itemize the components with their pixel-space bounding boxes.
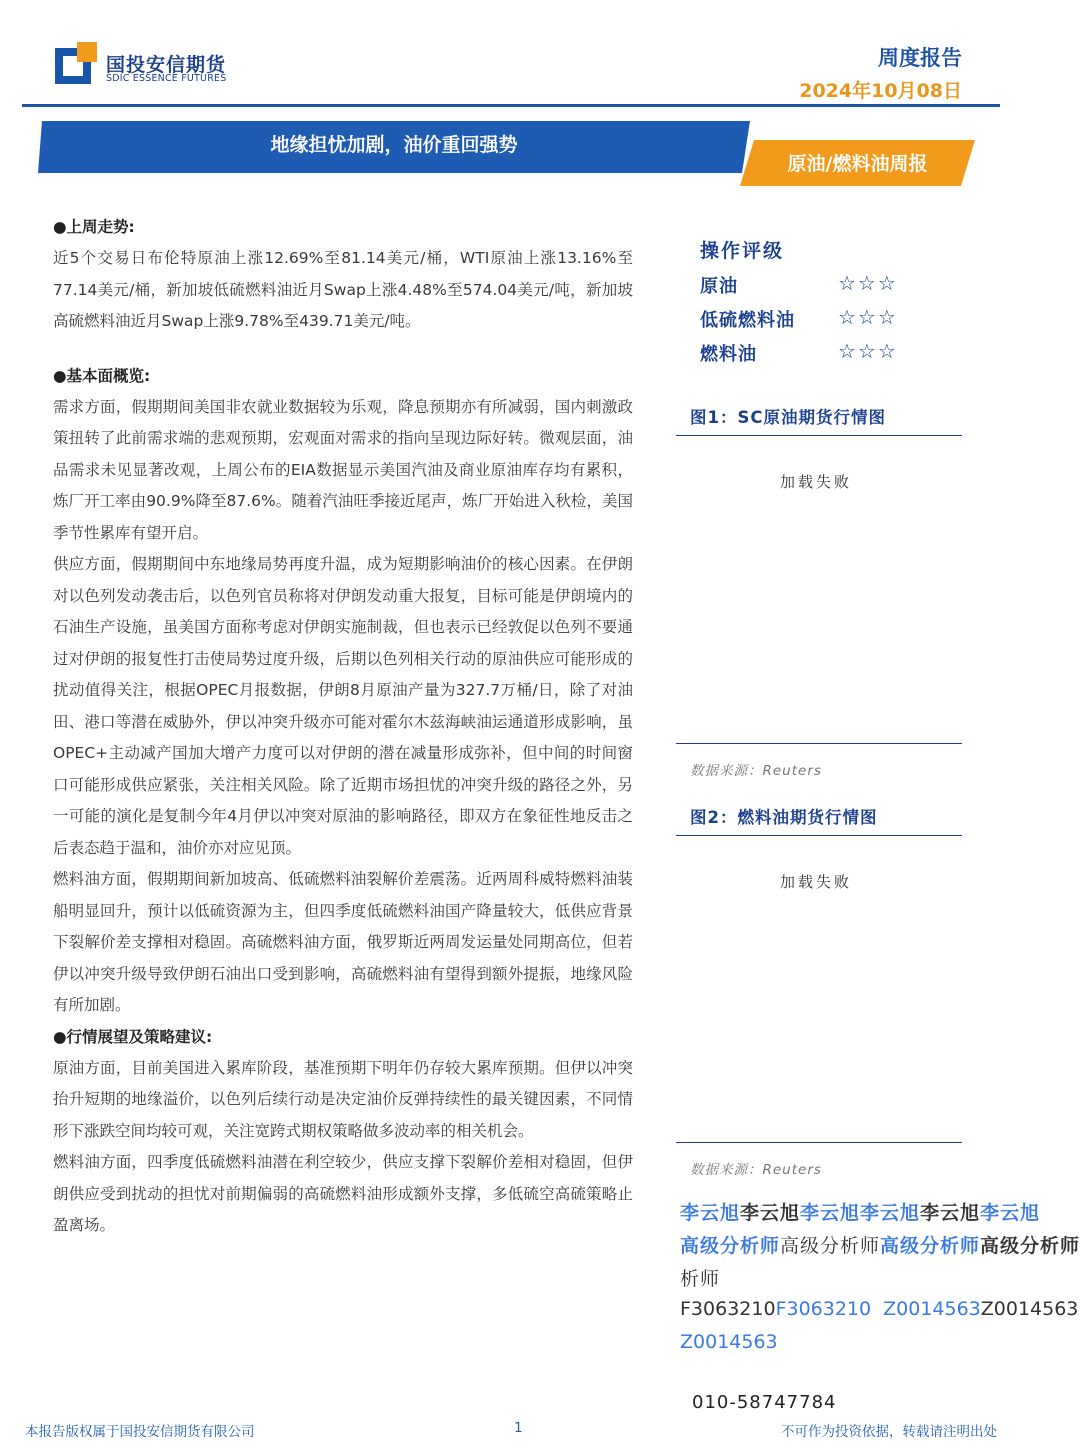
company-logo-icon [55,42,97,84]
paragraph: 原油方面，目前美国进入累库阶段，基准预期下明年仍存较大累库预期。但伊以冲突抬升短期的地缘溢价，以色列后续行动是决定油价反弹持续性的最关键因素，不同情形下涨跌空间均较可观，关注宽跨式期权策略做多波动率的相关机会。 [53,1058,633,1140]
paragraph: 需求方面，假期期间美国非农就业数据较为乐观，降息预期亦有所减弱，国内刺激政策扭转了此前需求端的悲观预期，宏观面对需求的指向呈现边际好转。微观层面，油品需求未见显著改观，上周公布的EIA数据显示美国汽油及商业原油库存均有累积，炼厂开工率由90.9%降至87.6%。随着汽油旺季接近尾声，炼厂开始进入秋检，美国季节性累库有望开启。 [53,397,633,542]
footer-copyright: 本报告版权属于国投安信期货有限公司 [25,1424,255,1440]
section-title: ●行情展望及策略建议: [53,1027,213,1046]
report-title: 地缘担忧加剧，油价重回强势 [270,134,518,156]
analyst-role: 高级分析师 [980,1235,1080,1257]
rating-item-low-sulfur: 低硫燃料油 [700,310,795,331]
figure-2-source: 数据来源：Reuters [690,1162,822,1178]
analyst-name: 李云旭 [980,1202,1041,1224]
analyst-cert-wrap [680,1331,778,1353]
figure-1-source: 数据来源：Reuters [690,763,822,779]
star-rating-icon: ☆☆☆ [838,339,898,363]
report-date: 2024年10月08日 [799,80,962,102]
page-number: 1 [514,1420,523,1436]
star-rating-icon: ☆☆☆ [838,271,898,295]
analyst-role: 高级分析师 [680,1235,781,1257]
section-title: ●上周走势: [53,218,135,236]
figure-1-title: 图1：SC原油期货行情图 [690,408,886,427]
header-divider [22,104,1000,107]
analyst-cert-row [680,1298,1078,1320]
paragraph: 近5个交易日布伦特原油上涨12.69%至81.14美元/桶，WTI原油上涨13.16%至77.14美元/桶，新加坡低硫燃料油近月Swap上涨4.48%至574.04美元/吨，新加坡高硫燃料油近月Swap上涨9.78%至439.71美元/吨。 [53,249,633,330]
analyst-name: 李云旭 [800,1202,861,1224]
paragraph: 燃料油方面，四季度低硫燃料油潜在利空较少，供应支撑下裂解价差相对稳固，但伊朗供应受到扰动的担忧对前期偏弱的高硫燃料油形成额外支撑，多低硫空高硫策略止盈离场。 [53,1153,633,1234]
main-content [53,212,633,1242]
analyst-role-row [680,1231,1080,1258]
logo-chinese-name: 国投安信期货 [106,54,227,76]
analyst-name-row [680,1198,1040,1225]
cert-f: F3063210 [775,1298,872,1320]
analyst-phone: 010-58747784 [692,1392,837,1413]
analyst-role: 高级分析师 [780,1235,881,1257]
analyst-role-wrap: 析师 [680,1268,721,1290]
analyst-name: 李云旭 [920,1202,981,1224]
figure-2-load-failed: 加载失败 [780,873,853,891]
figure-2-title: 图2：燃料油期货行情图 [690,808,878,827]
analyst-name: 李云旭 [860,1202,921,1224]
logo-english-name: SDIC ESSENCE FUTURES [106,73,227,84]
analyst-name: 李云旭 [680,1202,741,1224]
rating-title: 操作评级 [700,240,785,262]
paragraph: 燃料油方面，假期期间新加坡高、低硫燃料油裂解价差震荡。近两周科威特燃料油装船明显回升，预计以低硫资源为主，但四季度低硫燃料油国产降量较大，低供应背景下裂解价差支撑相对稳固。高硫燃料油方面，俄罗斯近两周发运量处同期高位，但若伊以冲突升级导致伊朗石油出口受到影响，高硫燃料油有望得到额外提振，地缘风险有所加剧。 [53,870,633,1014]
star-rating-icon: ☆☆☆ [838,305,898,329]
figure-divider [676,743,962,744]
rating-item-crude: 原油 [700,276,738,297]
report-type: 周度报告 [878,46,962,70]
analyst-role: 高级分析师 [880,1235,981,1257]
rating-item-fuel-oil: 燃料油 [700,344,757,365]
category-tag-label: 原油/燃料油周报 [787,153,928,175]
paragraph: 供应方面，假期期间中东地缘局势再度升温，成为短期影响油价的核心因素。在伊朗对以色列发动袭击后，以色列官员称将对伊朗发动重大报复，目标可能是伊朗境内的石油生产设施，虽美国方面称考虑对伊朗实施制裁，但也表示已经敦促以色列不要通过对伊朗的报复性打击使局势过度升级，后期以色列相关行动的原油供应可能形成的扰动值得关注，根据OPEC月报数据，伊朗8月原油产量为327.7万桶/日，除了对油田、港口等潜在威胁外，伊以冲突升级亦可能对霍尔木兹海峡油运通道形成影响，虽OPEC+主动减产国加大增产力度可以对伊朗的潜在减量形成弥补，但中间的时间窗口可能形成供应紧张，关注相关风险。除了近期市场担忧的冲突升级的路径之外，另一可能的演化是复制今年4月伊以冲突对原油的影响路径，即双方在象征性地反击之后表态趋于温和，油价亦对应见顶。 [53,555,633,857]
cert-z: Z0014563 [883,1298,981,1320]
analyst-info [0,1190,1080,1390]
cert-z: Z0014563 [680,1331,778,1353]
figure-1-load-failed: 加载失败 [780,473,853,491]
figure-divider [676,835,962,836]
cert-z: Z0014563 [980,1298,1079,1320]
section-title: ●基本面概览: [53,366,151,385]
analyst-name: 李云旭 [740,1202,801,1224]
section-fundamentals [53,361,633,1022]
figure-divider [676,1142,962,1143]
figure-divider [676,435,962,436]
footer-disclaimer: 不可作为投资依据，转载请注明出处 [781,1424,997,1440]
section-last-week [53,212,633,338]
cert-f: F3063210 [680,1298,776,1320]
